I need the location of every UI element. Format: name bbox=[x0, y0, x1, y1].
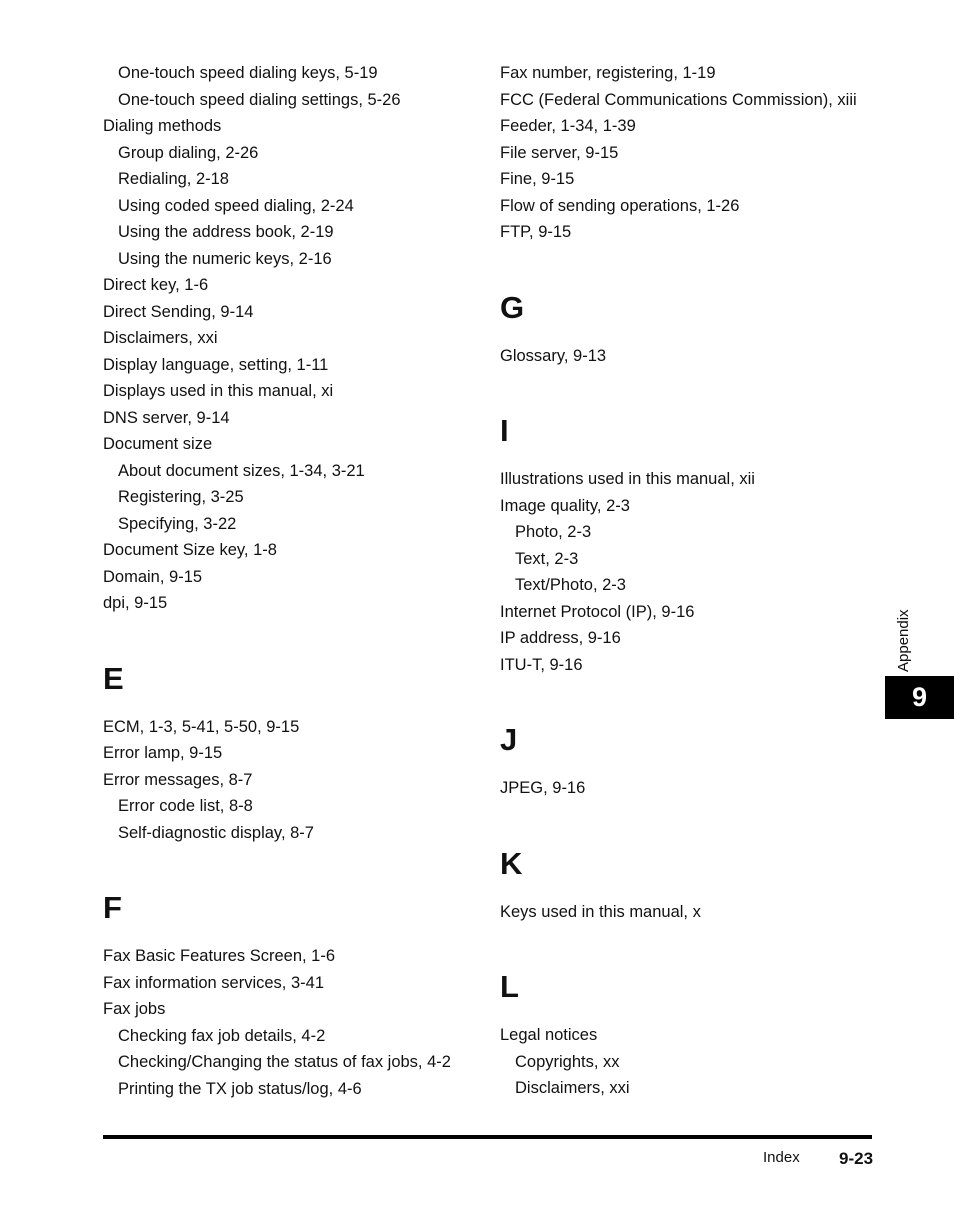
index-subentry: Using coded speed dialing, 2-24 bbox=[118, 196, 354, 215]
index-entry: IP address, 9-16 bbox=[500, 629, 621, 647]
index-column-left bbox=[103, 60, 483, 1102]
heading-spacer bbox=[500, 456, 880, 466]
heading-spacer bbox=[500, 889, 880, 899]
index-letter-heading: E bbox=[103, 660, 124, 696]
index-entry: Legal notices bbox=[500, 1026, 598, 1044]
footer-section-name: Index bbox=[763, 1149, 800, 1166]
index-entry: Keys used in this manual, x bbox=[500, 902, 701, 921]
index-subentry: Group dialing, 2-26 bbox=[118, 143, 259, 162]
index-entry: File server, 9-15 bbox=[500, 143, 619, 162]
section-gap bbox=[500, 369, 880, 404]
index-subentry: Photo, 2-3 bbox=[515, 523, 592, 541]
index-subentry: Self-diagnostic display, 8-7 bbox=[118, 823, 314, 842]
index-entry: ECM, 1-3, 5-41, 5-50, 9-15 bbox=[103, 717, 300, 736]
index-subentry: One-touch speed dialing keys, 5-19 bbox=[118, 64, 378, 82]
index-entry: Direct key, 1-6 bbox=[103, 276, 209, 294]
index-subentry: One-touch speed dialing settings, 5-26 bbox=[118, 90, 401, 109]
index-entry: Document Size key, 1-8 bbox=[103, 541, 277, 559]
index-entry: Fine, 9-15 bbox=[500, 170, 575, 188]
index-letter-heading: J bbox=[500, 722, 518, 757]
index-entry: Feeder, 1-34, 1-39 bbox=[500, 117, 636, 135]
index-entry: FTP, 9-15 bbox=[500, 223, 572, 241]
index-entry: JPEG, 9-16 bbox=[500, 779, 586, 797]
index-entry: DNS server, 9-14 bbox=[103, 408, 230, 427]
heading-spacer bbox=[103, 704, 483, 714]
section-gap bbox=[500, 925, 880, 960]
chapter-number-tab: 9 bbox=[885, 676, 954, 719]
index-subentry: Using the numeric keys, 2-16 bbox=[118, 249, 332, 268]
section-gap bbox=[103, 846, 483, 881]
footer-rule bbox=[103, 1135, 872, 1139]
section-gap bbox=[500, 246, 880, 281]
index-letter-heading: G bbox=[500, 289, 525, 325]
heading-spacer bbox=[500, 333, 880, 343]
footer-page-number: 9-23 bbox=[839, 1149, 874, 1168]
index-entry: FCC (Federal Communications Commission), xiii bbox=[500, 90, 857, 109]
heading-spacer bbox=[500, 765, 880, 775]
index-subentry: Text, 2-3 bbox=[515, 549, 579, 568]
index-subentry: Checking fax job details, 4-2 bbox=[118, 1026, 326, 1045]
chapter-side-label: Appendix bbox=[895, 609, 912, 672]
index-entry: Document size bbox=[103, 435, 213, 453]
index-entry: Fax Basic Features Screen, 1-6 bbox=[103, 947, 336, 965]
index-subentry: Specifying, 3-22 bbox=[118, 514, 237, 533]
index-subentry: Copyrights, xx bbox=[515, 1052, 620, 1071]
heading-spacer bbox=[500, 1012, 880, 1022]
index-entry: Fax number, registering, 1-19 bbox=[500, 64, 716, 82]
index-entry: Illustrations used in this manual, xii bbox=[500, 470, 755, 488]
heading-spacer bbox=[103, 933, 483, 943]
index-subentry: Registering, 3-25 bbox=[118, 488, 244, 506]
index-entry: Disclaimers, xxi bbox=[103, 329, 218, 347]
index-entry: Direct Sending, 9-14 bbox=[103, 302, 254, 321]
index-letter-heading: L bbox=[500, 969, 519, 1004]
section-gap bbox=[500, 678, 880, 713]
index-subentry: Text/Photo, 2-3 bbox=[515, 576, 626, 594]
index-letter-heading: I bbox=[500, 413, 509, 448]
index-subentry: Checking/Changing the status of fax jobs, 4-2 bbox=[118, 1053, 451, 1071]
index-entry: Error lamp, 9-15 bbox=[103, 744, 223, 762]
index-entry: Flow of sending operations, 1-26 bbox=[500, 196, 740, 215]
index-entry: Domain, 9-15 bbox=[103, 567, 203, 586]
index-subentry: Printing the TX job status/log, 4-6 bbox=[118, 1079, 362, 1098]
index-letter-heading: K bbox=[500, 845, 523, 881]
index-entry: Fax information services, 3-41 bbox=[103, 973, 325, 992]
index-subentry: Error code list, 8-8 bbox=[118, 797, 253, 815]
index-column-right bbox=[500, 60, 880, 1102]
index-entry: Dialing methods bbox=[103, 117, 222, 135]
index-entry: Display language, setting, 1-11 bbox=[103, 355, 329, 374]
index-entry: Displays used in this manual, xi bbox=[103, 382, 334, 400]
index-entry: Error messages, 8-7 bbox=[103, 770, 253, 789]
index-entry: Internet Protocol (IP), 9-16 bbox=[500, 602, 695, 621]
index-entry: dpi, 9-15 bbox=[103, 594, 168, 612]
index-subentry: About document sizes, 1-34, 3-21 bbox=[118, 461, 365, 480]
index-subentry: Using the address book, 2-19 bbox=[118, 223, 334, 241]
index-subentry: Redialing, 2-18 bbox=[118, 170, 229, 188]
section-gap bbox=[103, 617, 483, 652]
index-entry: Image quality, 2-3 bbox=[500, 496, 630, 515]
index-letter-heading: F bbox=[103, 890, 122, 925]
index-entry: ITU-T, 9-16 bbox=[500, 655, 583, 674]
index-entry: Glossary, 9-13 bbox=[500, 346, 607, 365]
section-gap bbox=[500, 802, 880, 837]
index-entry: Fax jobs bbox=[103, 1000, 166, 1018]
index-subentry: Disclaimers, xxi bbox=[515, 1079, 630, 1097]
